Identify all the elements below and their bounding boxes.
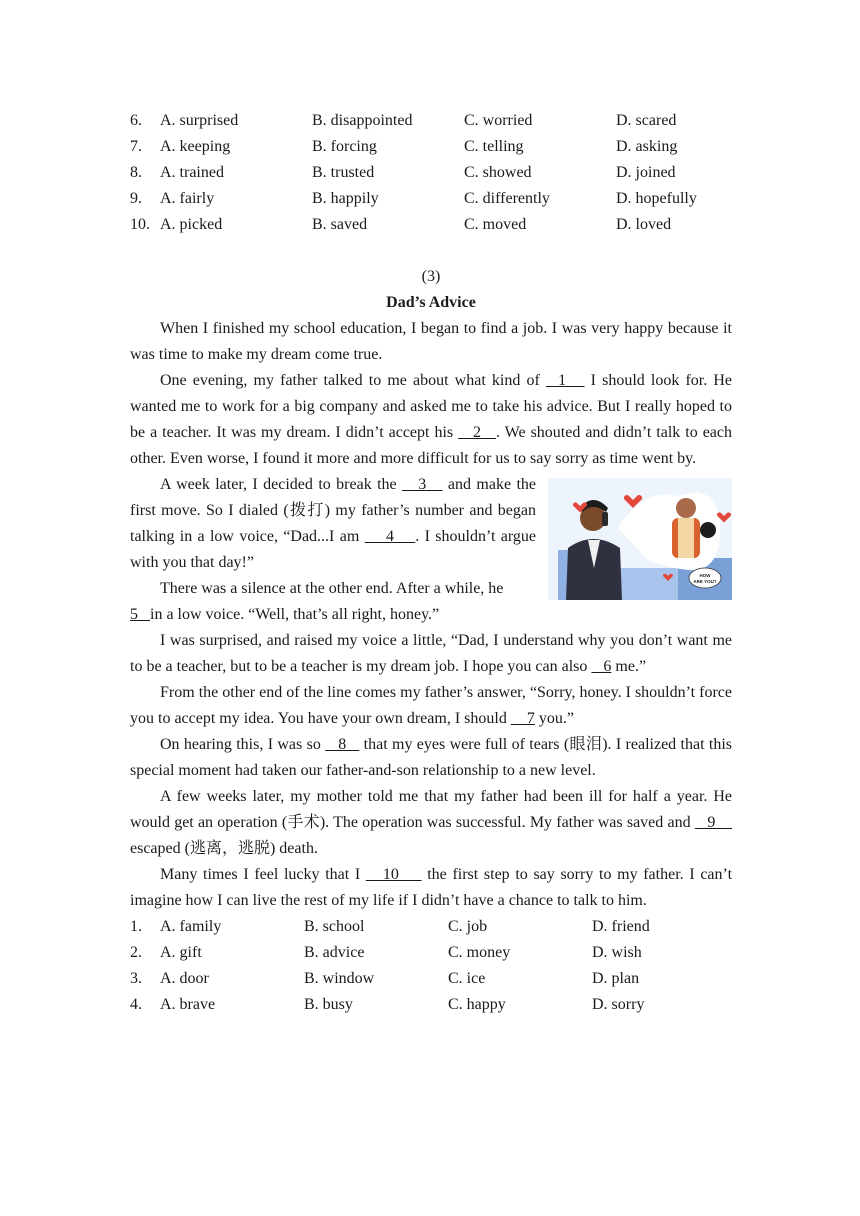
option-a: A. door [160, 970, 209, 987]
option-a: A. picked [160, 216, 223, 233]
option-row [130, 966, 732, 992]
phone-icon [602, 512, 608, 526]
blank-5[interactable]: 5 [130, 606, 150, 623]
option-a: A. brave [160, 996, 216, 1013]
paragraph-text: I should look for. He wanted me to work for a big company and asked me to take his advice. But I really hoped to be a teacher. It was my dream. I didn’t accept his [130, 372, 733, 441]
option-b: B. trusted [312, 164, 375, 181]
option-b: B. window [304, 970, 375, 987]
blank-4[interactable]: 4 [364, 528, 416, 545]
option-d: D. loved [616, 216, 672, 233]
paragraph-text: and make the first move. So I dialed (拨打) my father’s number and began talking in a low voice, “Dad...I am [130, 476, 537, 545]
option-b: B. school [304, 918, 365, 935]
option-b: B. busy [304, 996, 353, 1013]
question-number: 10. [130, 216, 150, 233]
option-row [130, 108, 732, 134]
paragraph [130, 732, 732, 784]
paragraph-text: One evening, my father talked to me about what kind of [160, 372, 546, 389]
option-row [130, 186, 732, 212]
option-row [130, 212, 732, 238]
paragraph-text: you.” [534, 710, 574, 727]
option-row [130, 992, 732, 1018]
paragraph-text: A week later, I decided to break the [160, 476, 403, 493]
paragraph-text: I was surprised, and raised my voice a little, “Dad, I understand why you don’t want me to be a teacher, but to be a teacher is my dream job. I hope you can also [130, 632, 732, 675]
option-d: D. asking [616, 138, 678, 155]
option-c: C. money [448, 944, 511, 961]
option-d: D. joined [616, 164, 676, 181]
paragraph-text: . We shouted and didn’t talk to each other. Even worse, I found it more and more difficult for us to say sorry as time went by. [130, 424, 733, 467]
option-row [130, 134, 732, 160]
section-number: (3) [421, 268, 441, 285]
blank-2[interactable]: 2 [458, 424, 496, 441]
option-c: C. differently [464, 190, 550, 207]
option-a: A. fairly [160, 190, 215, 207]
father-head [676, 498, 696, 518]
option-a: A. trained [160, 164, 224, 181]
option-d: D. wish [592, 944, 642, 961]
option-c: C. ice [448, 970, 486, 987]
paragraph-text: that my eyes were full of tears (眼泪). I realized that this special moment had taken our father-and-son relationship to a new level. [130, 736, 732, 779]
option-c: C. worried [464, 112, 533, 129]
option-d: D. friend [592, 918, 650, 935]
paragraph [130, 628, 732, 680]
paragraph-text: From the other end of the line comes my father’s answer, “Sorry, honey. I shouldn’t force you to accept my idea. You have your own dream, I should [130, 684, 732, 727]
passage [130, 316, 732, 914]
question-number: 3. [130, 970, 142, 987]
previous-options-list [130, 108, 732, 238]
paragraph-text: escaped (逃离，逃脱) death. [130, 840, 318, 857]
question-number: 7. [130, 138, 142, 155]
phone-call-illustration [548, 478, 732, 600]
paragraph-text: me.” [611, 658, 647, 675]
question-number: 9. [130, 190, 142, 207]
option-c: C. showed [464, 164, 532, 181]
speech-bubble [689, 568, 721, 588]
option-d: D. sorry [592, 996, 645, 1013]
option-row [130, 160, 732, 186]
paragraph [130, 368, 732, 472]
passage-title: Dad’s Advice [386, 294, 476, 311]
option-a: A. family [160, 918, 222, 935]
option-b: B. happily [312, 190, 379, 207]
question-number: 8. [130, 164, 142, 181]
blank-1[interactable]: 1 [545, 372, 585, 389]
paragraph-text: . I shouldn’t argue with you that day!” [130, 528, 537, 571]
option-c: C. job [448, 918, 488, 935]
blank-3[interactable]: 3 [402, 476, 443, 493]
paragraph-text: There was a silence at the other end. After a while, he [160, 580, 504, 597]
option-c: C. happy [448, 996, 506, 1013]
option-b: B. forcing [312, 138, 377, 155]
paragraph-continuation [130, 602, 732, 628]
paragraph-text: in a low voice. “Well, that’s all right, honey.” [150, 606, 440, 623]
paragraph-text: Many times I feel lucky that I [160, 866, 366, 883]
option-b: B. advice [304, 944, 365, 961]
paragraph [130, 784, 732, 862]
options-list [130, 914, 732, 1018]
blank-6[interactable]: 6 [591, 658, 612, 675]
paragraph-text: On hearing this, I was so [160, 736, 326, 753]
paragraph-text: the first step to say sorry to my father. I can’t imagine how I can live the rest of my life if I didn’t have a chance to talk to him. [130, 866, 733, 909]
paragraph [130, 680, 732, 732]
paragraph-text: When I finished my school education, I began to find a job. I was very happy because it was time to make my dream come true. [130, 320, 732, 363]
option-row [130, 914, 732, 940]
option-b: B. saved [312, 216, 368, 233]
blank-8[interactable]: 8 [325, 736, 360, 753]
option-d: D. scared [616, 112, 677, 129]
paragraph-text: A few weeks later, my mother told me that my father had been ill for half a year. He would get an operation (手术). The operation was successful. My father was saved and [130, 788, 732, 831]
option-a: A. keeping [160, 138, 231, 155]
blank-9[interactable]: 9 [694, 814, 732, 831]
option-row [130, 940, 732, 966]
bubble-text: HOW [699, 573, 711, 578]
option-c: C. moved [464, 216, 527, 233]
question-number: 4. [130, 996, 142, 1013]
option-a: A. gift [160, 944, 202, 961]
option-c: C. telling [464, 138, 524, 155]
bubble-text: ARE YOU? [693, 579, 717, 584]
question-number: 2. [130, 944, 142, 961]
option-d: D. plan [592, 970, 640, 987]
question-number: 6. [130, 112, 142, 129]
option-a: A. surprised [160, 112, 239, 129]
blank-7[interactable]: 7 [510, 710, 535, 727]
option-d: D. hopefully [616, 190, 697, 207]
worksheet-page [130, 108, 732, 1018]
paragraph [130, 862, 732, 914]
paragraph [130, 316, 732, 368]
blank-10[interactable]: 10 [365, 866, 422, 883]
option-b: B. disappointed [312, 112, 413, 129]
question-number: 1. [130, 918, 142, 935]
